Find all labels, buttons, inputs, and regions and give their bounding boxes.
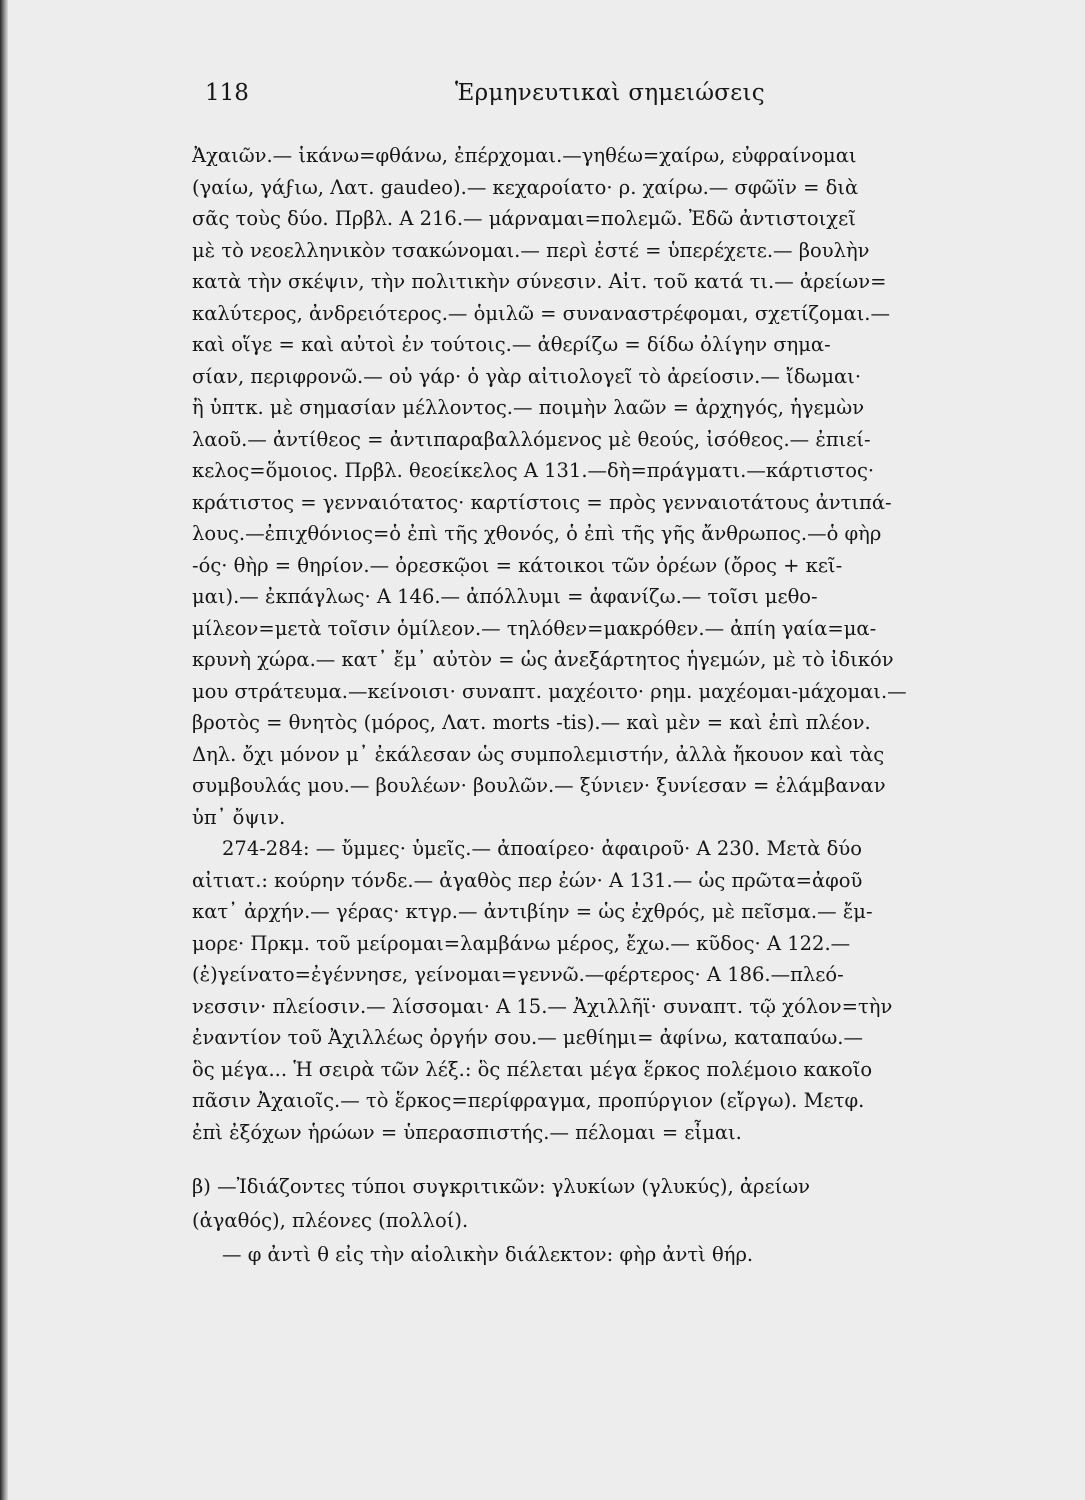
text-line: ἢ ὑπτκ. μὲ σημασίαν μέλλοντος.— ποιμὴν λαῶν = ἀρχηγός, ἡγεμὼν — [192, 396, 865, 419]
text-line: (ἀγαθός), πλέονες (πολλοί). — [192, 1209, 469, 1232]
text-line: Δηλ. ὄχι μόνον μ᾽ ἐκάλεσαν ὡς συμπολεμιστήν, ἀλλὰ ἤκουον καὶ τὰς — [192, 742, 885, 766]
page-number: 118 — [205, 80, 249, 106]
text-line: μαι).— ἐκπάγλως· Α 146.— ἀπόλλυμι = ἀφανίζω.— τοῖσι μεθο- — [192, 585, 818, 608]
commentary-paragraph-274-284 — [192, 833, 1042, 1148]
text-line: ἐπὶ ἐξόχων ἡρώων = ὑπερασπιστής.— πέλομαι = εἶμαι. — [192, 1120, 742, 1144]
text-line: μίλεον=μετὰ τοῖσιν ὁμίλεον.— τηλόθεν=μακρόθεν.— ἀπίη γαία=μα- — [192, 616, 877, 640]
text-line: κράτιστος = γενναιότατος· καρτίστοις = πρὸς γενναιοτάτους ἀντιπά- — [192, 490, 892, 514]
commentary-body — [192, 140, 1042, 1272]
text-line: — φ ἀντὶ θ εἰς τὴν αἰολικὴν διάλεκτον: φὴρ ἀντὶ θήρ. — [222, 1243, 754, 1266]
text-line: κελος=ὅμοιος. Πρβλ. θεοείκελος Α 131.—δὴ=πράγματι.—κάρτιστος· — [192, 459, 875, 482]
text-line: κατ᾽ ἀρχήν.— γέρας· κτγρ.— ἀντιβίην = ὡς ἐχθρός, μὲ πεῖσμα.— ἔμ- — [192, 900, 873, 923]
paragraph-gap — [192, 1148, 1042, 1170]
text-line: νεσσιν· πλείοσιν.— λίσσομαι· Α 15.— Ἀχιλλῆϊ· συναπτ. τῷ χόλον=τὴν — [192, 994, 893, 1018]
text-line: ἐναντίον τοῦ Ἀχιλλέως ὀργήν σου.— μεθίημι= ἀφίνω, καταπαύω.— — [192, 1026, 863, 1049]
text-line: ὑπ᾽ ὄψιν. — [192, 805, 286, 829]
text-line: λους.—ἐπιχθόνιος=ὁ ἐπὶ τῆς χθονός, ὁ ἐπὶ τῆς γῆς ἄνθρωπος.—ὁ φὴρ — [192, 522, 882, 545]
text-line: συμβουλάς μου.— βουλέων· βουλῶν.— ξύνιεν· ξυνίεσαν = ἐλάμβαναν — [192, 774, 886, 797]
text-line: 274-284: — ὔμμες· ὑμεῖς.— ἀποαίρεο· ἀφαιροῦ· Α 230. Μετὰ δύο — [222, 837, 862, 860]
text-line: Ἀχαιῶν.— ἱκάνω=φθάνω, ἐπέρχομαι.—γηθέω=χαίρω, εὐφραίνομαι — [192, 144, 857, 167]
text-line: καλύτερος, ἀνδρειότερος.— ὁμιλῶ = συναναστρέφομαι, σχετίζομαι.— — [192, 301, 890, 325]
text-line: κατὰ τὴν σκέψιν, τὴν πολιτικὴν σύνεσιν. Αἰτ. τοῦ κατά τι.— ἀρείων= — [192, 270, 887, 293]
text-line: πᾶσιν Ἀχαιοῖς.— τὸ ἕρκος=περίφραγμα, προπύργιον (εἴργω). Μετφ. — [192, 1089, 865, 1112]
text-line: -ός· θὴρ = θηρίον.— ὀρεσκῷοι = κάτοικοι τῶν ὀρέων (ὄρος + κεῖ- — [192, 553, 843, 577]
text-line: σίαν, περιφρονῶ.— οὐ γάρ· ὁ γὰρ αἰτιολογεῖ τὸ ἀρείοσιν.— ἴδωμαι· — [192, 364, 862, 388]
text-line: σᾶς τοὺς δύο. Πρβλ. Α 216.— μάρναμαι=πολεμῶ. Ἐδῶ ἀντιστοιχεῖ — [192, 207, 856, 230]
text-line: ὃς μέγα... Ἡ σειρὰ τῶν λέξ.: ὃς πέλεται μέγα ἕρκος πολέμοιο κακοῖο — [192, 1057, 873, 1081]
text-line: β) —Ἰδιάζοντες τύποι συγκριτικῶν: γλυκίων (γλυκύς), ἀρείων — [192, 1175, 811, 1198]
commentary-paragraph — [192, 140, 1042, 833]
text-line: αἰτιατ.: κούρην τόνδε.— ἀγαθὸς περ ἐών· Α 131.— ὡς πρῶτα=ἀφοῦ — [192, 868, 863, 892]
text-line: μορε· Πρκμ. τοῦ μείρομαι=λαμβάνω μέρος, ἔχω.— κῦδος· Α 122.— — [192, 931, 851, 955]
text-line: λαοῦ.— ἀντίθεος = ἀντιπαραβαλλόμενος μὲ θεούς, ἰσόθεος.— ἐπιεί- — [192, 427, 871, 451]
text-line: (ἐ)γείνατο=ἐγέννησε, γείνομαι=γεννῶ.—φέρτερος· Α 186.—πλεό- — [192, 963, 844, 986]
text-line: καὶ οἵγε = καὶ αὐτοὶ ἐν τούτοις.— ἀθερίζω = δίδω ὀλίγην σημα- — [192, 333, 831, 356]
text-line: μου στράτευμα.—κείνοισι· συναπτ. μαχέοιτο· ρημ. μαχέομαι-μάχομαι.— — [192, 679, 907, 703]
text-line: κρυνὴ χώρα.— κατ᾽ ἔμ᾽ αὐτὸν = ὡς ἀνεξάρτητος ἡγεμών, μὲ τὸ ἰδικόν — [192, 648, 894, 671]
text-line: βροτὸς = θνητὸς (μόρος, Λατ. morts -tis).— καὶ μὲν = καὶ ἐπὶ πλέον. — [192, 711, 871, 734]
grammar-notes — [192, 1170, 1042, 1272]
page-binding-shadow — [0, 0, 8, 1500]
text-line: (γαίω, γάϝιω, Λατ. gaudeo).— κεχαροίατο· ρ. χαίρω.— σφῶϊν = διὰ — [192, 175, 859, 199]
running-title: Ἑρμηνευτικαὶ σημειώσεις — [455, 80, 765, 106]
text-line: μὲ τὸ νεοελληνικὸν τσακώνομαι.— περὶ ἐστέ = ὑπερέχετε.— βουλὴν — [192, 238, 870, 262]
